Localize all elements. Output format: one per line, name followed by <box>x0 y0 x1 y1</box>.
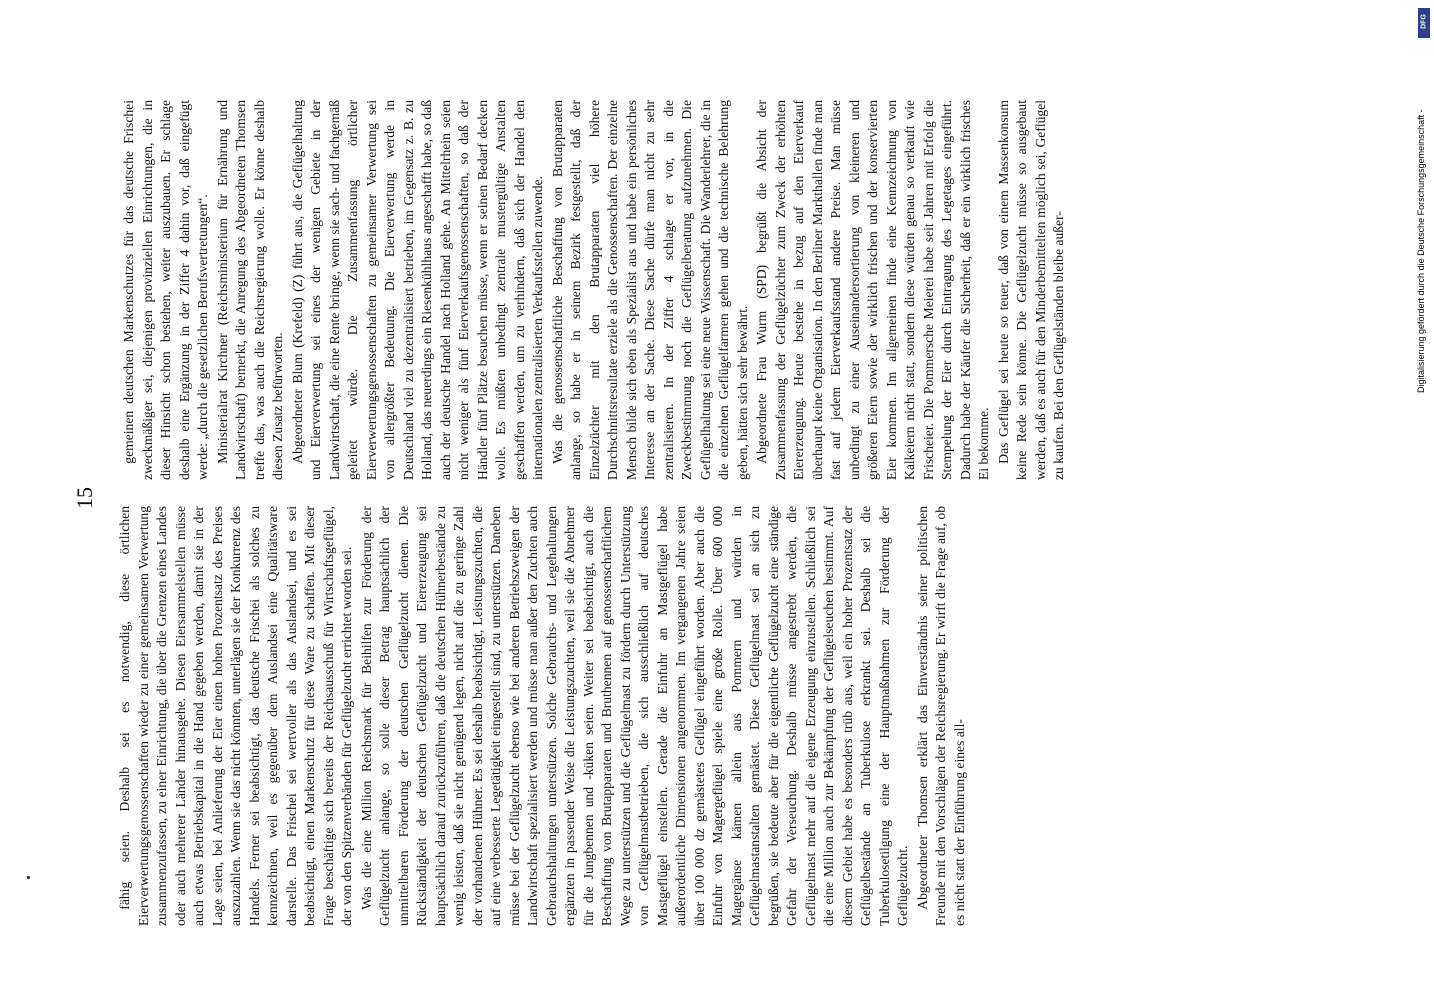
dfg-logo <box>1418 8 1430 38</box>
paragraph: Ministerialrat Kirchner (Reichsministerium für Ernährung und Landwirtschaft) bemerkt, die Anregung des Abgeordneten Thomsen treffe das, was auch die Reichsregierung wolle. Er könne deshalb diesen Zusatz befürworten. <box>214 100 285 480</box>
paragraph: gemeinen deutschen Markenschutzes für das deutsche Frischei zweckmäßiger sei, diejenigen provinziellen Einrichtungen, die in dieser Hinsicht schon bestehen, weiter auszubauen. Er schlage deshalb eine Ergänzung in der Ziffer 4 dahin vor, daß eingefügt werde: „durch die gesetzlichen Berufsvertretungen“. <box>121 100 210 480</box>
paragraph: Abgeordneter Thomsen erklärt das Einverständnis seiner politischen Freunde mit den Vorschlägen der Reichsregierung. Er wirft die Frage auf, ob es nicht statt der Einführung eines all- <box>914 506 967 926</box>
dfg-logo-text: DFG <box>1420 14 1428 29</box>
paragraph: Das Geflügel sei heute so teuer, daß von einem Massenkonsum keine Rede sein könne. Die Geflügelzucht müsse so ausgebaut werden, daß es auch für den Minderbemittelten möglich sei, Geflügel zu kaufen. Bei den Geflügelständen bleibe außer- <box>995 100 1066 480</box>
paragraph: Was die genossenschaftliche Beschaffung von Brutapparaten anlange, so habe er in seinem Bezirk festgestellt, daß der Einzelzüchter mit den Brutapparaten viel höhere Durchschnittsresultate erziele als die Genossenschaften. Der einzelne Mensch bilde sich eben als Spezialist aus und habe ein persönliches Interesse an der Sache. Diese Sache dürfe man nicht zu sehr zentralisieren. In der Ziffer 4 schlage er vor, in die Zweckbestimmung noch die Geflügelberatung aufzunehmen. Die Geflügelhaltung sei eine neue Wissenschaft. Die Wanderlehrer, die in die einzelnen Geflügelfarmen gehen und die technische Belehrung geben, hätten sich sehr bewährt. <box>549 100 750 480</box>
paragraph: Abgeordnete Frau Wurm (SPD) begrüßt die Absicht der Zusammenfassung der Geflügelzüchter zum Zweck der erhöhten Eiererzeugung. Heute bestehe in bezug auf den Eierverkauf überhaupt keine Organisation. In den Berliner Markthallen finde man fast auf jedem Eierverkaufsstand andere Preise. Man müsse unbedingt zu einer Auseinandersortierung von kleineren und größeren Eiern sowie der wirklich frischen und der konservierten Eier kommen. Im allgemeinen finde eine Kennzeichnung von Kalkeiern nicht statt, sondern diese würden genau so verkauft wie Frischeier. Die Pommersche Meierei habe seit Jahren mit Erfolg die Stempelung der Eier durch Eintragung des Legetages eingeführt. Dadurch habe der Käufer die Sicherheit, daß er ein wirklich frisches Ei bekomme. <box>754 100 991 480</box>
paragraph: Abgeordneter Blum (Krefeld) (Z) führt aus, die Geflügelhaltung und Eierverwertung sei eines der wenigen Gebiete in der Landwirtschaft, die eine Rente bringe, wenn sie sach- und fachgemäß geleitet würde. Die Zusammenfassung örtlicher Eierverwertungsgenossenschaften zu gemeinsamer Verwertung sei von allergrößter Bedeutung. Die Eierverwertung werde in Deutschland viel zu dezentralisiert betrieben, im Gegensatz z. B. zu Holland, das neuerdings ein Riesenkühlhaus angeschafft habe, so daß auch der deutsche Handel nach Holland gehe. An Mittelrhein seien nicht weniger als fünf Eierverkaufsgenossenschaften, so daß der Händler fünf Plätze besuchen müsse, wenn er seinen Bedarf decken wolle. Es müßten unbedingt zentrale mustergültige Anstalten geschaffen werden, um zu verhindern, daß sich der Handel den internationalen zentralisierten Verkaufsstellen zuwende. <box>289 100 545 480</box>
page-number: 15 <box>72 487 97 509</box>
digitization-text: Digitalisierung gefördert durch die Deutsche Forschungsgemeinschaft - <box>1416 109 1426 393</box>
text-column-right <box>120 100 1066 480</box>
digitization-note <box>1416 8 1430 992</box>
scan-speck <box>27 876 30 879</box>
text-column-left <box>116 506 967 926</box>
paragraph: Was die eine Million Reichsmark für Beihilfen zur Förderung der Geflügelzucht anlange, so solle dieser Betrag hauptsächlich der unmittelbaren Förderung der deutschen Geflügelzucht dienen. Die Rückständigkeit der deutschen Geflügelzucht und Eiererzeugung sei hauptsächlich darauf zurückzuführen, daß die deutschen Hühnerbestände zu wenig leisten, daß sie nicht genügend legen, nicht auf die zu geringe Zahl der vorhandenen Hühner. Es sei deshalb beabsichtigt, Leistungszuchten, die auf eine verbesserte Legetätigkeit eingestellt sind, zu unterstützen. Daneben müsse bei der Geflügelzucht ebenso wie bei anderen Betriebszweigen der Landwirtschaft spezialisiert werden und müsse man außer den Zuchten auch Gebrauchshaltungen unterstützen. Solche Gebrauchs- und Legehaltungen ergänzten in passender Weise die Leistungszuchten, weil sie die Abnehmer für die Jungbennen und -küken seien. Weiter sei beabsichtigt, auch die Beschaffung von Brutapparaten und Bruthennen auf genossenschaftlichem Wege zu unterstützen und die Geflügelmast zu fördern durch Unterstützung von Geflügelmastbetrieben, die sich ausschließlich auf deutsches Mastgeflügel einstellen. Gerade die Einfuhr an Mastgeflügel habe außerordentliche Dimensionen angenommen. Im vergangenen Jahre seien über 100 000 dz gemästetes Geflügel eingeführt worden. Aber auch die Einfuhr von Magergeflügel spiele eine große Rolle. Über 600 000 Magergänse kämen allein aus Pommern und würden in Geflügelmastanstalten gemästet. Diese Geflügelmast sei an sich zu begrüßen, sie bedeute aber für die eigentliche Geflügelzucht eine ständige Gefahr der Verseuchung. Deshalb müsse angestrebt werden, die Geflügelmast mehr auf die eigene Erzeugung einzustellen. Schließlich sei die eine Million auch zur Bekämpfung der Geflügelseuchen bestimmt. Auf diesem Gebiet habe es besonders trüb aus, weil ein hoher Prozentsatz der Geflügelbestände an Tuberkulose erkrankt sei. Deshalb sei die Tuberkulosetilgung eine der Hauptmaßnahmen zur Förderung der Geflügelzucht. <box>358 506 910 926</box>
paragraph: fähig seien. Deshalb sei es notwendig, diese örtlichen Eierverwertungsgenossenschaften wieder zu einer gemeinsamen Verwertung zusammenzufassen, zu einer Einrichtung, die über die Grenzen eines Landes oder auch mehrerer Länder hinausgehe. Diesen Eiersammelstellen müsse auch etwas Betriebskapital in die Hand gegeben werden, damit sie in der Lage seien, bei Anlieferung der Eier einen hohen Prozentsatz des Preises auszuzahlen. Wenn sie das nicht könnten, unterlägen sie der Konkurrenz des Handels. Ferner sei beabsichtigt, das deutsche Frischei als solches zu kennzeichnen, weil es gegenüber dem Auslandsei eine Qualitätsware darstelle. Das Frischei sei wertvoller als das Auslandsei, und es sei beabsichtigt, einen Markenschutz für diese Ware zu schaffen. Mit dieser Frage beschäftige sich bereits der Reichsausschuß für Wirtschaftsgeflügel, der von den Spitzenverbänden für Geflügelzucht errichtet worden sei. <box>117 506 354 926</box>
